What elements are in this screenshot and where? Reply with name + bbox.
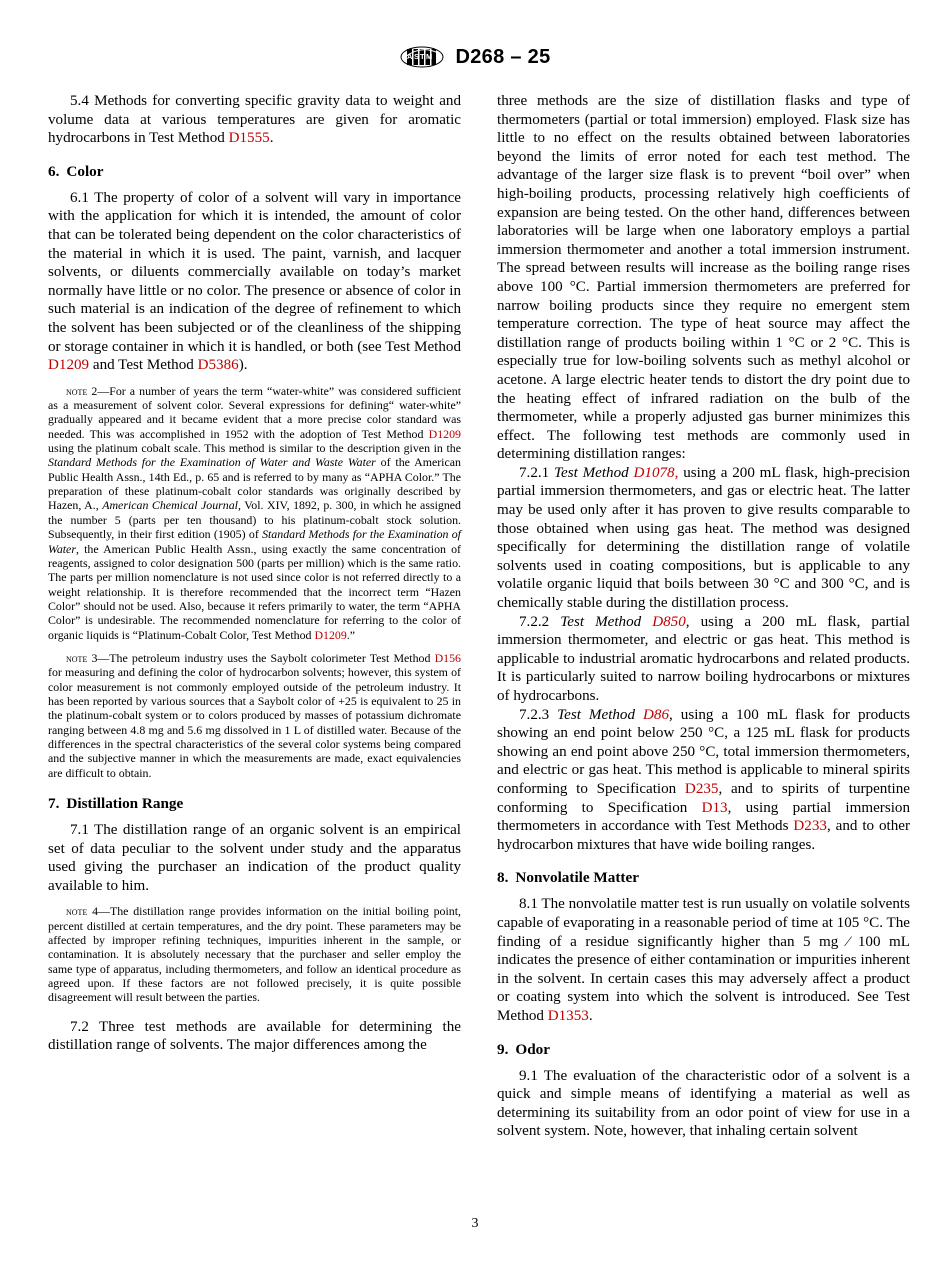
- note-2-italic-2: American Chemical Journal: [102, 498, 238, 513]
- paragraph-7-2-2-comma: ,: [685, 613, 690, 630]
- section-7-title: Distillation Range: [66, 795, 184, 812]
- note-2-seg5: , the American Public Health Assn., using exactly the same concentration of reagents, assigned to color designation 500 (parts per million) which is the same ratio. The parts per million nomenclature is not used since color is not referred directly to a weight relationship. It is therefore recommended that the incorrect term “Hazen Color” should not be used. Also, because it refers primarily to water, the term “APHA Color” is undesirable. The recommended nomenclature for referring to the color of organic liquids is “Platinum-Cobalt Color, Test Method: [48, 541, 461, 642]
- link-d850[interactable]: D850: [652, 613, 686, 630]
- left-column: [48, 92, 461, 1141]
- note-3-seg1: The petroleum industry uses the Saybolt colorimeter Test Method: [109, 650, 435, 665]
- paragraph-7-2-3-seg1: using a 100 mL flask for products showing an end point below 250 °C, a 125 mL flask for products showing an end point above 250 °C, total immersion thermometers, and electric or gas heat. This method is applicable to mineral spirits conforming to Specification: [497, 706, 910, 797]
- section-7-number: 7.: [48, 795, 60, 812]
- page-footer: [0, 1216, 950, 1232]
- paragraph-7-2-3-method-label: Test Method: [557, 706, 644, 723]
- paragraph-9-1: 9.1 The evaluation of the characteristic odor of a solvent is a quick and simple means of identifying a material as well as determining its suitability from an odor point of view for use in a solvent system. Note, however, that inhaling certain solvent: [497, 1067, 910, 1140]
- paragraph-7-2-3-seg3: , using partial immersion thermometers in accordance with Test Methods: [497, 799, 910, 835]
- note-4-seg1: The distillation range provides information on the initial boiling point, percent distilled at certain temperatures, and the dry point. These parameters may be affected by improper refining techniques, impurities inherent in the sample, or contamination. It is absolutely necessary that the purchaser and seller employ the same type of apparatus, including thermometers, and follow an identical procedure as agreed upon. If these factors are not followed precisely, it is quite possible disagreement will result between the parties.: [48, 904, 461, 1005]
- section-9-number: 9.: [497, 1040, 509, 1058]
- paragraph-7-2-1: [497, 464, 910, 613]
- page-number: 3: [471, 1216, 479, 1231]
- note-2-seg6: .”: [346, 627, 356, 642]
- paragraph-7-2-2-method-label: Test Method: [560, 613, 653, 630]
- paragraph-7-2-3-number: 7.2.3: [519, 706, 558, 723]
- note-2-label: note: [66, 383, 88, 398]
- section-heading-8: [497, 868, 910, 887]
- paragraph-7-2-3-seg2: , and to spirits of turpentine conforming to Specification: [497, 780, 910, 816]
- section-6-number: 6.: [48, 162, 60, 180]
- svg-text:A: A: [406, 52, 412, 61]
- paragraph-7-2-1-number: 7.2.1: [519, 464, 554, 481]
- link-d86[interactable]: D86: [643, 706, 670, 723]
- note-2-seg4: , Vol. XIV, 1892, p. 300, in which he assigned the number 5 (parts per ten thousand) to his platinum-cobalt stock solution. Subsequently, in their first edition (1905) of: [48, 498, 461, 542]
- section-heading-7: [48, 794, 461, 813]
- section-heading-6: [48, 162, 461, 181]
- link-d5386[interactable]: D5386: [197, 357, 239, 374]
- paragraph-5-4-tail: .: [269, 130, 274, 147]
- link-d13[interactable]: D13: [701, 799, 728, 816]
- paragraph-7-2-2: [497, 613, 910, 706]
- note-2: [48, 384, 461, 642]
- svg-text:T: T: [419, 52, 425, 61]
- paragraph-7-2-2-number: 7.2.2: [519, 613, 561, 630]
- note-3-number: 3—: [87, 650, 110, 665]
- link-d235[interactable]: D235: [684, 780, 719, 797]
- spacer: [48, 1005, 461, 1018]
- section-6-title: Color: [66, 162, 104, 180]
- paragraph-6-1: [48, 189, 461, 375]
- svg-text:S: S: [413, 52, 419, 61]
- section-8-title: Nonvolatile Matter: [515, 869, 639, 887]
- note-4-number: 4—: [87, 904, 110, 919]
- two-column-body: [48, 92, 910, 1141]
- paragraph-7-2-1-method-label: Test Method: [554, 464, 634, 481]
- document-designation: D268 – 25: [455, 45, 551, 68]
- paragraph-8-1-tail: .: [588, 1007, 593, 1024]
- section-9-title: Odor: [515, 1040, 550, 1058]
- link-d1353[interactable]: D1353: [547, 1007, 589, 1024]
- paragraph-5-4: [48, 92, 461, 148]
- note-2-seg1: For a number of years the term “water-white” was considered sufficient as a measurement of solvent color. Several expressions for defining“ water-white” gradually appeared and it became evident that a more precise color standard was needed. This was accomplished in 1952 with the adoption of Test Method: [48, 383, 461, 441]
- link-d1209-a[interactable]: D1209: [48, 357, 90, 374]
- link-d233[interactable]: D233: [793, 818, 827, 835]
- paragraph-7-2-continued: three methods are the size of distillation flasks and type of thermometers (partial or total immersion) employed. Flask size has little to no effect on the results obtained between laboratories beyond the limits of error noted for each test method. The advantage of the larger size flask is to prevent “boil over” when high-boiling products, processing relatively high coefficients of expansion are being tested. On the other hand, differences between laboratories will be large when one laboratory employs a partial immersion thermometer and another a total immersion instrument. The spread between results will increase as the boiling range rises above 100 °C. Partial immersion thermometers are preferred for narrow boiling products since they require no emergent stem temperature correction. The type of heat source may affect the distillation range of products boiling within 1 °C or 2 °C. This is especially true for low-boiling solvents such as methyl alcohol or acetone. A large electric heater tends to distort the dry point due to the heating effect of infrared radiation on the bulb of the thermometer, while a properly adjusted gas burner minimizes this effect. The following test methods are commonly used in determining distillation ranges:: [497, 93, 910, 463]
- page-header: [0, 42, 950, 72]
- note-4: [48, 904, 461, 1004]
- svg-text:M: M: [425, 52, 432, 61]
- paragraph-6-1-mid: and Test Method: [89, 357, 198, 374]
- paragraph-6-1-tail: ).: [238, 357, 248, 374]
- paragraph-7-2-3-seg4: , and to other hydrocarbon mixtures that have wide boiling ranges.: [497, 818, 910, 853]
- link-d1555[interactable]: D1555: [228, 130, 270, 147]
- paragraph-7-2: 7.2 Three test methods are available for determining the distillation range of solvents. The major differences among the: [48, 1018, 461, 1054]
- link-d1078[interactable]: D1078,: [633, 464, 679, 481]
- paragraph-7-1: 7.1 The distillation range of an organic solvent is an empirical set of data peculiar to the solvent under study and the apparatus used giving the purchaser an indication of the product quality available to him.: [48, 822, 461, 894]
- paragraph-7-2-1-text: using a 200 mL flask, high-precision partial immersion thermometers, and gas or electric heat. The latter may be used only after it has proven to give results comparable to those obtained when using gas heat. The method was designed specifically for determining the distillation range of volatile solvents used in coating compositions, but is applicable to any volatile organic liquid that boils between 30 °C and 300 °C, and is chemically stable during the distillation process.: [497, 464, 910, 612]
- note-2-seg3: of the American Public Health Assn., 14th Ed., p. 65 and is referred to by many as “APHA Color.” The preparation of these platinum-cobalt color standards was originally described by Hazen, A.,: [48, 455, 461, 513]
- paragraph-7-2-2-text: using a 200 mL flask, partial immersion thermometer, and electric or gas heat. This method is applicable to industrial aromatic hydrocarbons and related products. It is particularly suited to narrow boiling hydrocarbons or mixtures of hydrocarbons.: [497, 613, 910, 704]
- note-2-italic-1: Standard Methods for the Examination of Water and Waste Water: [48, 455, 376, 470]
- note-3-seg2: for measuring and defining the color of hydrocarbon solvents; however, this system of color measurement is not commonly employed outside of the petroleum industry. It has been reported by various sources that a Saybolt color of +25 is equivalent to 25 in the platinum-cobalt system or to colors produced by masses of potassium dichromate ranging between 4.8 mg and 5.6 mg dissolved in 1 L of distilled water. Because of the differences in the spectral characteristics of the several color systems being compared and the subjective manner in which the measurements are made, exact equivalencies are difficult to obtain.: [48, 665, 461, 780]
- note-3-label: note: [66, 650, 88, 665]
- note-3: [48, 651, 461, 780]
- note-2-italic-3: Standard Methods for the Examination of Water: [48, 527, 461, 556]
- paragraph-8-1-text: 8.1 The nonvolatile matter test is run usually on volatile solvents capable of evaporating in a reasonable period of time at 105 °C. The finding of a residue significantly higher than 5 mg ⁄ 100 mL indicates the presence of either contamination or impurities inherent in the solvent. In certain cases this may adversely affect a product or coating system into which the solvent is introduced. See Test Method: [497, 896, 910, 1024]
- paragraph-6-1-text: 6.1 The property of color of a solvent will vary in importance with the application for which it is intended, the amount of color that can be tolerated being dependent on the color characteristics of the material in which it is used. The paint, varnish, and lacquer solvents, or diluents commercially available on today’s market normally have little or no color. The presence or absence of color in such material is an indication of the degree of refinement to which the solvent has been subjected or of the cleanliness of the shipping or storage container in which it is handled, or both (see Test Method: [48, 189, 461, 355]
- section-8-number: 8.: [497, 869, 509, 887]
- link-d156[interactable]: D156: [434, 650, 461, 665]
- note-4-label: note: [66, 904, 88, 919]
- right-column: [497, 92, 910, 1141]
- paragraph-7-2-3-comma: ,: [669, 706, 673, 723]
- note-2-number: 2—: [87, 383, 110, 398]
- paragraph-8-1: [497, 895, 910, 1025]
- astm-logo: [400, 42, 444, 72]
- link-d1209-b[interactable]: D1209: [428, 426, 461, 441]
- paragraph-7-2-3: [497, 706, 910, 855]
- note-2-seg2: using the platinum cobalt scale. This method is similar to the description given in the: [48, 441, 461, 456]
- link-d1209-c[interactable]: D1209: [314, 627, 347, 642]
- section-heading-9: [497, 1040, 910, 1059]
- paragraph-5-4-text: 5.4 Methods for converting specific gravity data to weight and volume data at various temperatures are given for aromatic hydrocarbons in Test Method: [48, 93, 461, 147]
